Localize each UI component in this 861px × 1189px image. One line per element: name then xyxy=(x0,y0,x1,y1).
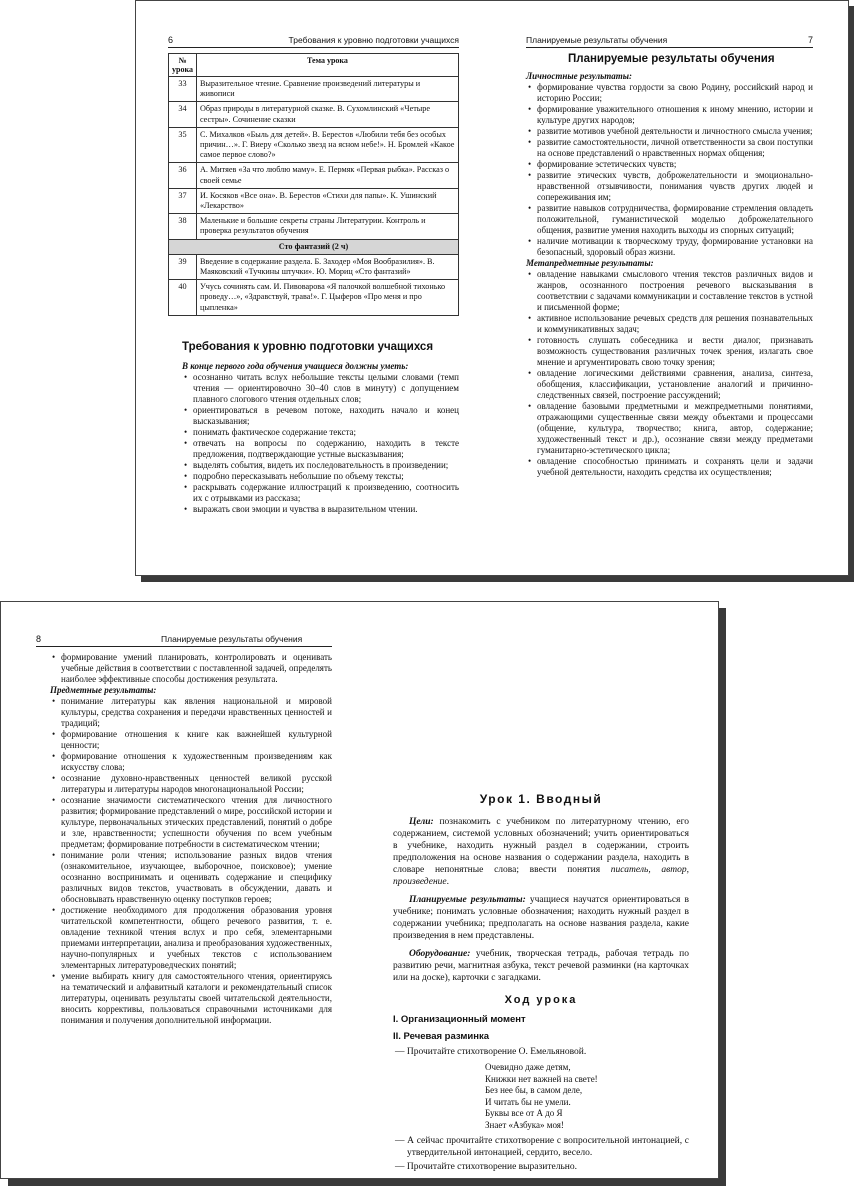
list-item: • достижение необходимого для продолжения образования уровня читательской компетентности, общего речевого развития, т. е. овладение техникой чтения вслух и про себя, элементарными приемами интерпретации, анализа и преобразования художественных, научно-популярных и учебных текстов с использованием элементарных литературоведческих понятий; xyxy=(50,905,332,971)
lesson-number: 40 xyxy=(169,280,197,316)
lesson-topic: А. Митяев «За что люблю маму». Е. Пермяк «Первая рыбка». Рассказ о своей семье xyxy=(196,163,458,188)
table-row xyxy=(169,280,459,316)
meta-results-label: Метапредметные результаты: xyxy=(526,258,654,268)
list-item: • осознанно читать вслух небольшие тексты целыми словами (темп чтения — ориентировочно 30–40 слов в минуту) с допущением плавного слогового чтения отдельных слов; xyxy=(182,372,459,405)
list-item: • понимать фактическое содержание текста; xyxy=(182,427,459,438)
list-item: • формирование умений планировать, контролировать и оценивать учебные действия в соответствии с поставленной задачей, определять наиболее эффективные способы достижения результата. xyxy=(50,652,332,685)
list-item: • формирование чувства гордости за свою Родину, российский народ и историю России; xyxy=(526,82,813,104)
list-item: • развитие навыков сотрудничества, формирование стремления овладеть положительной, гуманистической моделью доброжелательного общения, развитие умения находить выходы из спорных ситуаций; xyxy=(526,203,813,236)
section-title: Сто фантазий (2 ч) xyxy=(169,239,459,254)
list-item: • выделять события, видеть их последовательность в произведении; xyxy=(182,460,459,471)
instruction-intonation: — А сейчас прочитайте стихотворение с вопросительной интонацией, с утвердительной интонацией, сердито, весело. xyxy=(395,1136,689,1158)
list-item: • активное использование речевых средств для решения познавательных и коммуникативных задач; xyxy=(526,313,813,335)
instruction-expressive: — Прочитайте стихотворение выразительно. xyxy=(395,1162,577,1172)
spread-pages-6-7 xyxy=(135,0,849,576)
lesson-number: 34 xyxy=(169,102,197,127)
poem: Очевидно даже детям, Книжки нет важней на свете! Без нее бы, в самом деле, И читать бы не умели. Буквы все от А до Я Знает «Азбука» моя! xyxy=(485,1062,598,1130)
personal-results-list xyxy=(526,82,813,258)
list-item: • развитие самостоятельности, личной ответственности за свои поступки на основе представлений о нравственных нормах общения; xyxy=(526,137,813,159)
list-item: • ориентироваться в речевом потоке, находить начало и конец высказывания; xyxy=(182,405,459,427)
lesson-number: 33 xyxy=(169,77,197,102)
running-title: Планируемые результаты обучения xyxy=(526,35,668,45)
list-item: • овладение логическими действиями сравнения, анализа, синтеза, обобщения, классификации, установление аналогий и причинно-следственных связей, построение рассуждений; xyxy=(526,368,813,401)
running-title: Требования к уровню подготовки учащихся xyxy=(288,35,459,45)
lesson-planned-results xyxy=(393,894,689,942)
list-item: • овладение навыками смыслового чтения текстов различных видов и жанров, осознанного построения речевого высказывания в соответствии с задачами коммуникации и составление текстов в устной и письменной форме; xyxy=(526,269,813,313)
page-number: 6 xyxy=(168,35,174,45)
lesson-number: 35 xyxy=(169,127,197,163)
lesson-page xyxy=(393,792,690,1172)
lesson-number: 38 xyxy=(169,214,197,239)
lesson-number: 39 xyxy=(169,254,197,279)
list-item: • развитие мотивов учебной деятельности и личностного смысла учения; xyxy=(526,126,813,137)
lessons-table xyxy=(168,53,459,316)
lesson-number: 37 xyxy=(169,188,197,213)
goals-end: . xyxy=(446,877,450,887)
list-item: • выражать свои эмоции и чувства в выразительном чтении. xyxy=(182,504,459,515)
lesson-goals xyxy=(393,816,689,888)
page-8 xyxy=(36,632,332,1162)
list-item: • развитие этических чувств, доброжелательности и эмоционально-нравственной отзывчивости, понимания чувств других людей и сопереживания им; xyxy=(526,170,813,203)
list-item: • раскрывать содержание иллюстраций к произведению, соотносить их с отрывками из рассказа; xyxy=(182,482,459,504)
section-title-requirements: Требования к уровню подготовки учащихся xyxy=(182,341,434,353)
page-number: 7 xyxy=(807,35,813,45)
running-title: Планируемые результаты обучения xyxy=(161,634,303,644)
lesson-topic: Выразительное чтение. Сравнение произведений литературы и живописи xyxy=(196,77,458,102)
meta-results-list xyxy=(526,269,813,478)
lesson-topic: Введение в содержание раздела. Б. Заходер «Моя Вообразилия». В. Маяковский «Тучкины штучки». Ю. Мориц «Сто фантазий» xyxy=(196,254,458,279)
goals-text: познакомить с учебником по литературному чтению, его содержанием, системой условных обозначений; учить ориентироваться в учебнике, находить нужный раздел в содержании, строить предположения на основе названия о содержании раздела, находить в словаре непонятные слова; ввести понятия xyxy=(393,817,689,875)
table-row xyxy=(169,77,459,102)
list-item: • формирование отношения к художественным произведениям как искусству слова; xyxy=(50,751,332,773)
page-6 xyxy=(168,33,459,553)
table-row xyxy=(169,254,459,279)
list-item: • отвечать на вопросы по содержанию, находить в тексте предложения, подтверждающие устные высказывания; xyxy=(182,438,459,460)
list-item: • наличие мотивации к творческому труду, формирование установки на безопасный, здоровый образ жизни. xyxy=(526,236,813,258)
step-organizational: I. Организационный момент xyxy=(393,1014,526,1025)
table-row xyxy=(169,188,459,213)
spread-page-8 xyxy=(0,601,719,1179)
page-header xyxy=(36,632,332,647)
table-row xyxy=(169,214,459,239)
table-row xyxy=(169,163,459,188)
lesson-equipment xyxy=(393,948,689,984)
step-warmup: II. Речевая разминка xyxy=(393,1031,490,1042)
table-row xyxy=(169,127,459,163)
requirements-intro: В конце первого года обучения учащиеся должны уметь: xyxy=(182,361,409,371)
col-header-number: № урока xyxy=(169,54,197,77)
goals-terms: писатель, автор, произведение xyxy=(393,865,690,887)
equipment-label: Оборудование: xyxy=(409,949,471,959)
lesson-topic: И. Косяков «Все она». В. Берестов «Стихи для папы». К. Ушинский «Лекарство» xyxy=(196,188,458,213)
meta-results-continued-list xyxy=(50,652,332,685)
subject-results-list xyxy=(50,696,332,1026)
list-item: • формирование эстетических чувств; xyxy=(526,159,813,170)
planned-label: Планируемые результаты: xyxy=(409,895,526,905)
lesson-topic: С. Михалков «Быль для детей». В. Берестов «Любили тебя без особых причин…». Г. Виеру «Сколько звезд на ясном небе!». Н. Бромлей «Какое самое первое слово?» xyxy=(196,127,458,163)
list-item: • овладение способностью принимать и сохранять цели и задачи учебной деятельности, находить средства их осуществления; xyxy=(526,456,813,478)
page-header xyxy=(526,33,813,48)
goals-label: Цели: xyxy=(409,817,434,827)
page-7 xyxy=(526,33,813,553)
instruction-read-poem: — Прочитайте стихотворение О. Емельяновой. xyxy=(395,1047,587,1057)
lesson-topic: Образ природы в литературной сказке. В. Сухомлинский «Четыре сестры». Сочинение сказки xyxy=(196,102,458,127)
list-item: • понимание литературы как явления национальной и мировой культуры, средства сохранения и передачи нравственных ценностей и традиций; xyxy=(50,696,332,729)
list-item: • умение выбирать книгу для самостоятельного чтения, ориентируясь на тематический и алфавитный каталоги и рекомендательный список литературы, оценивать результаты своей читательской деятельности, вносить коррективы, пользоваться справочными источниками для понимания и получения дополнительной информации. xyxy=(50,971,332,1026)
lesson-course-title: Ход урока xyxy=(504,994,578,1006)
table-section-row xyxy=(169,239,459,254)
planned-text: учащиеся научатся ориентироваться в учебнике; понимать условные обозначения; находить нужный раздел в содержании учебника; предполагать на основе названия раздела, какие произведения в нем представлены. xyxy=(393,895,689,941)
requirements-list xyxy=(182,372,459,515)
list-item: • осознание значимости систематического чтения для личностного развития; формирование представлений о мире, российской истории и культуре, первоначальных этических представлений, понятий о добре и зле, нравственности; успешности обучения по всем учебным предметам; формирование потребности в систематическом чтении; xyxy=(50,795,332,850)
col-header-topic: Тема урока xyxy=(196,54,458,77)
page-number: 8 xyxy=(36,634,42,644)
lesson-topic: Маленькие и большие секреты страны Литературии. Контроль и проверка результатов обучения xyxy=(196,214,458,239)
list-item: • формирование уважительного отношения к иному мнению, истории и культуре других народов; xyxy=(526,104,813,126)
lesson-number: 36 xyxy=(169,163,197,188)
list-item: • формирование отношения к книге как важнейшей культурной ценности; xyxy=(50,729,332,751)
equipment-text: учебник, творческая тетрадь, рабочая тетрадь по развитию речи, магнитная азбука, текст речевой разминки (на карточках или на доске), карточки с загадками. xyxy=(393,949,689,983)
lesson-topic: Учусь сочинять сам. И. Пивоварова «Я палочкой волшебной тихонько проведу…», «Здравствуй, трава!». Г. Цыферов «Про меня и про цыпленка» xyxy=(196,280,458,316)
table-row xyxy=(169,102,459,127)
table-header-row xyxy=(169,54,459,77)
page-header xyxy=(168,33,459,48)
personal-results-label: Личностные результаты: xyxy=(526,71,632,81)
list-item: • подробно пересказывать небольшие по объему тексты; xyxy=(182,471,459,482)
list-item: • овладение базовыми предметными и межпредметными понятиями, отражающими существенные связи между объектами и процессами (общение, культура, творчество; книга, автор, содержание; художественный текст и др.), осознание связи между предметами гуманитарно-эстетического цикла; xyxy=(526,401,813,456)
list-item: • осознание духовно-нравственных ценностей великой русской литературы и литературы народов многонациональной России; xyxy=(50,773,332,795)
list-item: • готовность слушать собеседника и вести диалог, признавать возможность существования различных точек зрения, излагать свое мнение и аргументировать свою точку зрения; xyxy=(526,335,813,368)
list-item: • понимание роли чтения; использование разных видов чтения (ознакомительное, изучающее, выборочное, поисковое); умение осознанно воспринимать и оценивать содержание и специфику различных видов текстов, участвовать в обсуждении, давать и обосновывать нравственную оценку поступков героев; xyxy=(50,850,332,905)
lesson-title: Урок 1. Вводный xyxy=(479,792,603,806)
section-title-results: Планируемые результаты обучения xyxy=(568,53,775,65)
subject-results-label: Предметные результаты: xyxy=(50,685,157,695)
